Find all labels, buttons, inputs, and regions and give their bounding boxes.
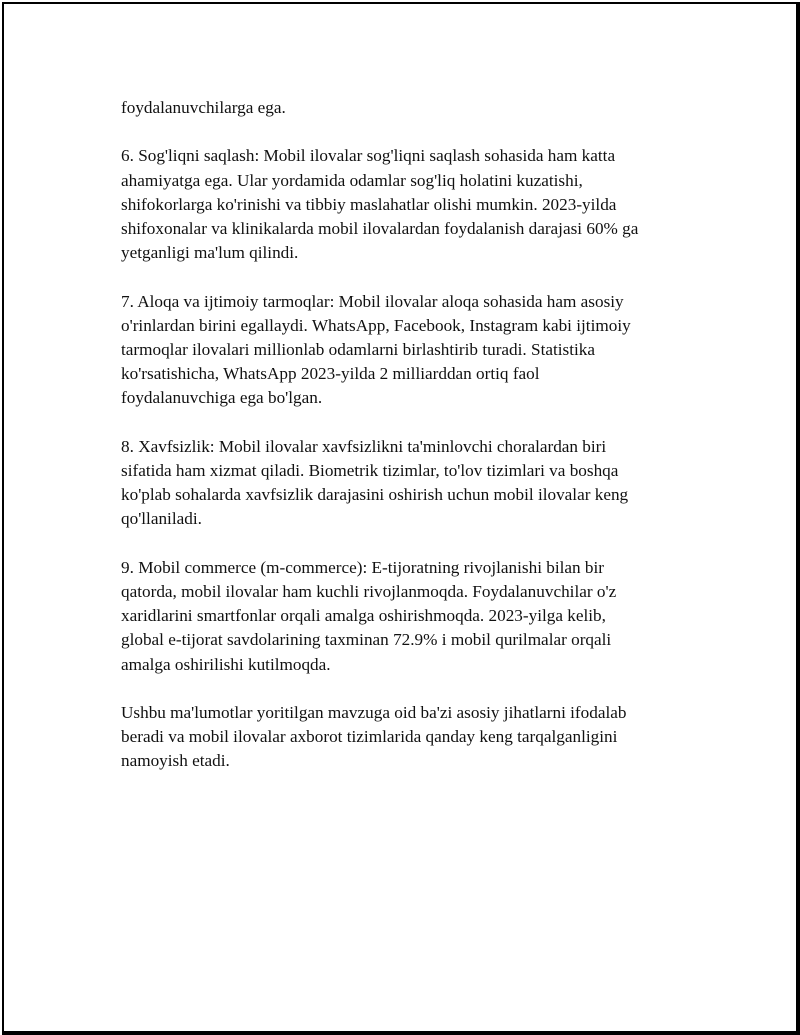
- document-body: [121, 96, 701, 798]
- paragraph-m-commerce: 9. Mobil commerce (m-commerce): E-tijoratning rivojlanishi bilan bir qatorda, mobil ilovalar ham kuchli rivojlanmoqda. Foydalanuvchilar o'z xaridlarini smartfonlar orqali amalga oshirishmoqda. 2023-yilga kelib, global e-tijorat savdolarining taxminan 72.9% i mobil qurilmalar orqali amalga oshirilishi kutilmoqda.: [121, 557, 617, 674]
- paragraph-security: 8. Xavfsizlik: Mobil ilovalar xavfsizlikni ta'minlovchi choralardan biri sifatida ham xizmat qiladi. Biometrik tizimlar, to'lov tizimlari va boshqa ko'plab sohalarda xavfsizlik darajasini oshirish uchun mobil ilovalar keng qo'llaniladi.: [121, 436, 629, 529]
- paragraph-communication: 7. Aloqa va ijtimoiy tarmoqlar: Mobil ilovalar aloqa sohasida ham asosiy o'rinlardan birini egallaydi. WhatsApp, Facebook, Instagram kabi ijtimoiy tarmoqlar ilovalari millionlab odamlarni birlashtirib turadi. Statistika ko'rsatishicha, WhatsApp 2023-yilda 2 milliarddan ortiq faol foydalanuvchiga ega bo'lgan.: [121, 291, 631, 408]
- paragraph-health: 6. Sog'liqni saqlash: Mobil ilovalar sog'liqni saqlash sohasida ham katta ahamiyatga ega. Ular yordamida odamlar sog'liq holatini kuzatishi, shifokorlarga ko'rinishi va tibbiy maslahatlar olishi mumkin. 2023-yilda shifoxonalar va klinikalarda mobil ilovalardan foydalanish darajasi 60% ga yetganligi ma'lum qilindi.: [121, 146, 639, 263]
- document-page: [2, 2, 800, 1035]
- paragraph-conclusion: Ushbu ma'lumotlar yoritilgan mavzuga oid ba'zi asosiy jihatlarni ifodalab beradi va mobil ilovalar axborot tizimlarida qanday keng tarqalganligini namoyish etadi.: [121, 703, 627, 771]
- paragraph-continuation: foydalanuvchilarga ega.: [121, 98, 286, 117]
